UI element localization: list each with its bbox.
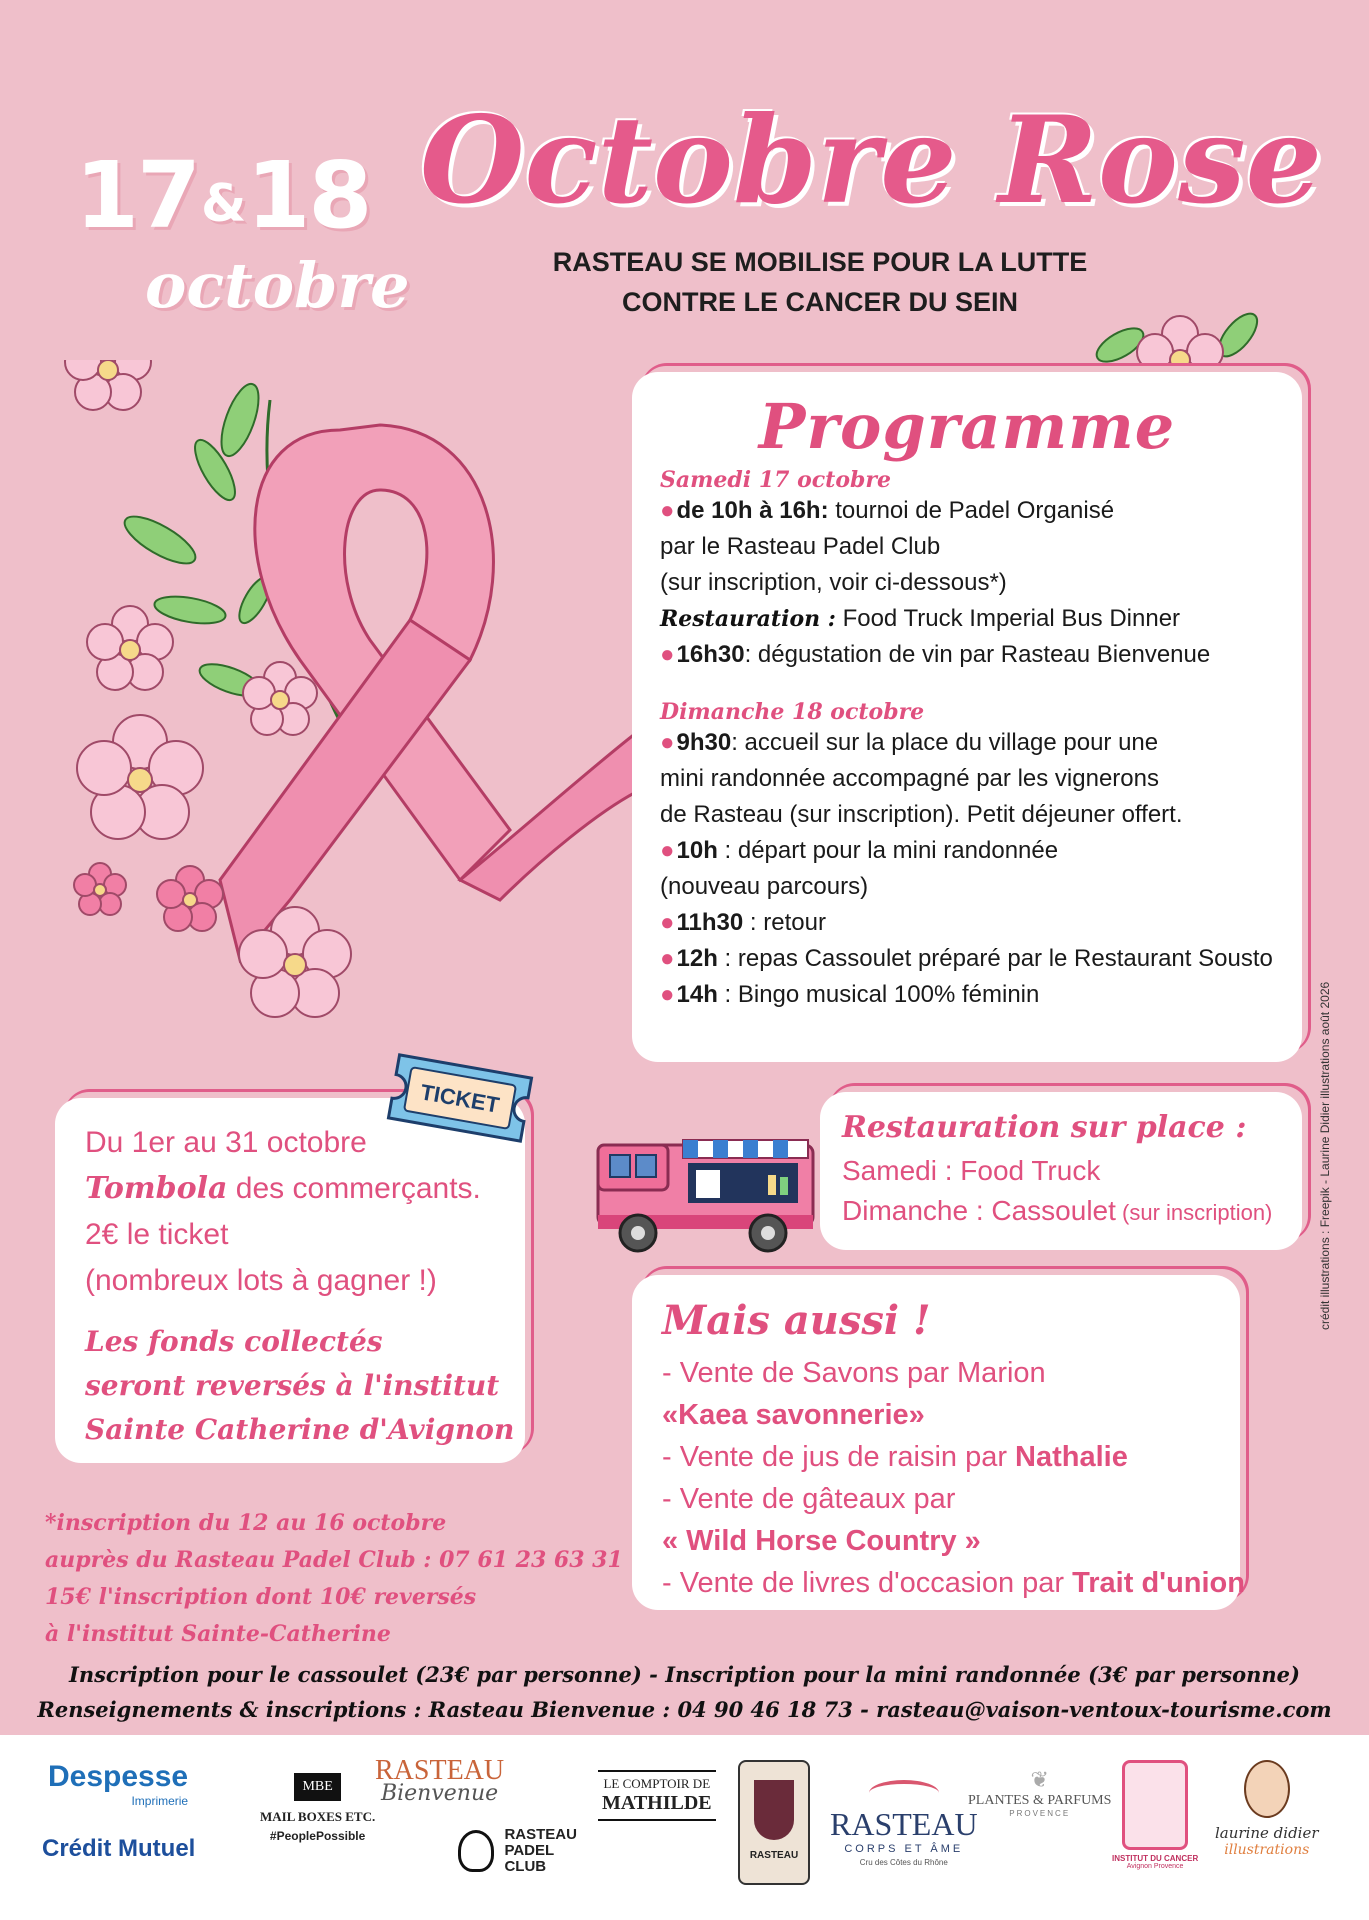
tombola-lots: (nombreux lots à gagner !) [85, 1264, 437, 1297]
mais-aussi-title: Mais aussi ! [662, 1297, 931, 1344]
food-truck-icon [588, 1115, 828, 1255]
event-dates [75, 142, 371, 249]
pink-ribbon-illustration [40, 360, 660, 1030]
subtitle-line-2: CONTRE LE CANCER DU SEIN [621, 287, 1019, 317]
bullet-icon: ● [660, 641, 675, 668]
mbe-logo: MBE MAIL BOXES ETC. #PeoplePossible [260, 1773, 375, 1843]
program-text: mini randonnée accompagné par les vignerons [660, 765, 1159, 792]
program-text: de Rasteau (sur inscription). Petit déjeuner offert. [660, 801, 1183, 828]
restauration-card [820, 1092, 1302, 1250]
restauration-title: Restauration sur place : [842, 1110, 1247, 1145]
comptoir-mathilde-logo: LE COMPTOIR DE MATHILDE [598, 1770, 716, 1821]
bullet-icon: ● [660, 497, 675, 524]
credit-mutuel-logo: Crédit Mutuel [42, 1835, 196, 1862]
tombola-fonds: Les fonds collectés seront reversés à l'institut Sainte Catherine d'Avignon [85, 1325, 515, 1446]
day-18: 18 [246, 142, 371, 249]
sponsors-strip [0, 1735, 1369, 1920]
poster-title: Octobre Rose [420, 90, 1322, 231]
subtitle-line-1: RASTEAU SE MOBILISE POUR LA LUTTE [552, 247, 1088, 277]
ticket-label: TICKET [418, 1079, 502, 1118]
programme-title: Programme [758, 390, 1176, 463]
laurine-didier-logo: laurine didier illustrations [1215, 1760, 1319, 1858]
program-item: ●14h : Bingo musical 100% féminin [660, 981, 1040, 1008]
program-text: par le Rasteau Padel Club [660, 533, 941, 560]
tombola-price: 2€ le ticket [85, 1218, 229, 1251]
date-ampersand: & [201, 174, 245, 234]
mais-aussi-card [632, 1275, 1245, 1610]
program-item: Restauration : Food Truck Imperial Bus Dinner [660, 605, 1181, 632]
mais-line: - Vente de Savons par Marion [662, 1357, 1046, 1389]
institut-cancer-logo: INSTITUT DU CANCER Avignon Provence [1112, 1760, 1198, 1870]
mais-line: «Kaea savonnerie» [662, 1399, 925, 1431]
restauration-sunday: Dimanche : Cassoulet (sur inscription) [842, 1195, 1273, 1226]
rasteau-crest-logo: RASTEAU [738, 1760, 810, 1885]
illustration-credit: crédit illustrations : Freepik - Laurine Didier illustrations août 2026 [1318, 981, 1332, 1330]
saturday-title: Samedi 17 octobre [660, 467, 891, 493]
program-item: ●11h30 : retour [660, 909, 826, 936]
tombola-line: Tombola des commerçants. [85, 1171, 481, 1206]
program-text: (sur inscription, voir ci-dessous*) [660, 569, 1007, 596]
mais-line: - Vente de livres d'occasion par Trait d'union [662, 1567, 1245, 1599]
bullet-icon: ● [660, 729, 675, 756]
programme-card [632, 372, 1302, 1062]
institut-building-icon [1122, 1760, 1188, 1850]
program-text: (nouveau parcours) [660, 873, 869, 900]
bullet-icon: ● [660, 981, 675, 1008]
tombola-dates: Du 1er au 31 octobre [85, 1126, 367, 1159]
bullet-icon: ● [660, 945, 675, 972]
plantes-parfums-logo: ❦ PLANTES & PARFUMS PROVENCE [968, 1767, 1112, 1818]
program-item: ●de 10h à 16h: tournoi de Padel Organisé [660, 497, 1115, 524]
restauration-saturday: Samedi : Food Truck [842, 1155, 1101, 1186]
program-item: ●10h : départ pour la mini randonnée [660, 837, 1059, 864]
inscription-footnote: *inscription du 12 au 16 octobre auprès du Rasteau Padel Club : 07 61 23 63 31 15€ l'inscription dont 10€ reversés à l'institut Sainte-Catherine [45, 1510, 623, 1647]
info-line-1: Inscription pour le cassoulet (23€ par personne) - Inscription pour la mini randonnée (3€ par personne) [69, 1662, 1300, 1687]
rasteau-corps-ame-logo: RASTEAU CORPS ET ÂME Cru des Côtes du Rhône [830, 1780, 978, 1867]
padel-racket-icon [458, 1830, 494, 1872]
mais-line: « Wild Horse Country » [662, 1525, 981, 1557]
day-17: 17 [75, 142, 200, 249]
tombola-card [55, 1098, 525, 1463]
rasteau-padel-club-logo: RASTEAU PADEL CLUB [458, 1827, 577, 1875]
despesse-logo: Despesse Imprimerie [48, 1760, 189, 1808]
bullet-icon: ● [660, 909, 675, 936]
leaf-icon: ❦ [1030, 1767, 1049, 1792]
program-item: ●12h : repas Cassoulet préparé par le Restaurant Sousto [660, 945, 1273, 972]
sunday-title: Dimanche 18 octobre [660, 699, 925, 725]
mais-line: - Vente de jus de raisin par Nathalie [662, 1441, 1128, 1473]
bullet-icon: ● [660, 837, 675, 864]
event-month: octobre [145, 249, 410, 322]
info-line-2: Renseignements & inscriptions : Rasteau Bienvenue : 04 90 46 18 73 - rasteau@vaison-ventoux-tourisme.com [37, 1697, 1332, 1722]
program-item: ●9h30: accueil sur la place du village pour une [660, 729, 1159, 756]
rasteau-bienvenue-logo: RASTEAU Bienvenue [375, 1755, 505, 1806]
illustrator-portrait-icon [1244, 1760, 1290, 1818]
mais-line: - Vente de gâteaux par [662, 1483, 956, 1515]
crest-shield-icon [754, 1780, 794, 1840]
wave-icon [869, 1780, 939, 1806]
program-item: ●16h30: dégustation de vin par Rasteau Bienvenue [660, 641, 1211, 668]
